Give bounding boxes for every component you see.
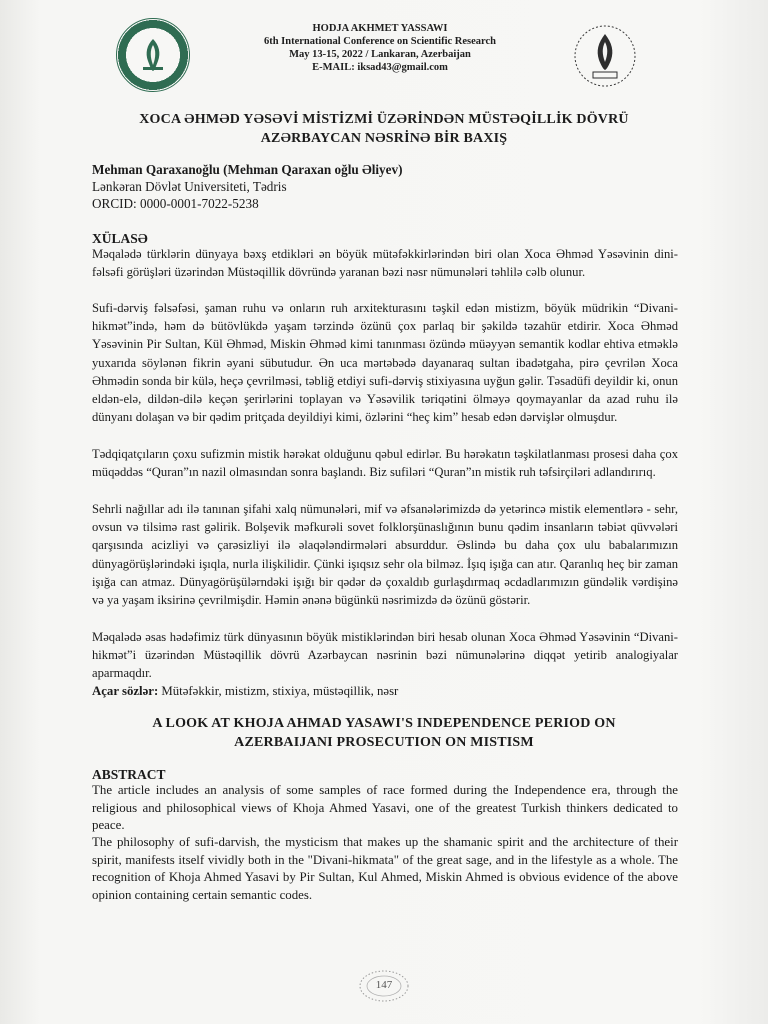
page-number-ornament: [356, 966, 412, 1006]
author-name: Mehman Qaraxanoğlu (Mehman Qaraxan oğlu Əliyev): [92, 162, 403, 177]
abstract-az-paragraph-5: Məqalədə əsas hədəfimiz türk dünyasının böyük mistiklərindən biri hesab olunan Xoca Əhməd Yəsəvinin “Divani-hikmət”i üzərindən Müstəqillik dövrü Azərbaycan nəsrinin bəzi nümunələrinə diqqət yetirib analogiyalar aparmaqdır.: [92, 630, 678, 681]
author-orcid: ORCID: 0000-0001-7022-5238: [92, 196, 259, 211]
abstract-az-paragraph-3: Tədqiqatçıların çoxu sufizmin mistik hərəkat olduğunu qəbul edirlər. Bu hərəkatın təşkilatlanması prosesi daha çox müqəddəs “Quran”ın nazil olmasından sonra başlandı. Biz sufiləri “Quran”ın mistik ruh təfsirçiləri adlandırırıq.: [92, 447, 678, 480]
keywords-label: Açar sözlər:: [92, 684, 159, 698]
lankaran-state-university-seal-icon: [567, 18, 643, 94]
conference-email: iksad43@gmail.com: [357, 62, 448, 73]
keywords-line: [92, 683, 398, 699]
conference-edition: 6th International Conference on Scientific Research: [263, 36, 497, 47]
abstract-az-paragraph-1: Məqalədə türklərin dünyaya bəxş etdikləri ən böyük mütəfəkkirlərindən biri olan Xoca Əhməd Yəsəvinin dini-fəlsəfi görüşləri üzərindən Müstəqillik dövründə yaranan bəzi nəsr nümunələri təhlilə cəlb olunur.: [92, 247, 678, 280]
abstract-en-paragraph-2: The philosophy of sufi-darvish, the mysticism that makes up the shamanic spirit and the architecture of their spirit, manifests itself vividly both in the "Divani-hikmata" of the great sage, and in the lifestyle as a whole. The recognition of Khoja Ahmed Yasavi by Pir Sultan, Kul Ahmed, Miskin Ahmed is obvious evidence of the above opinion containing certain semantic codes.: [92, 835, 678, 902]
conference-date-location: May 13-15, 2022 / Lankaran, Azerbaijan: [289, 49, 471, 60]
article-title-az-line1: XOCA ƏHMƏD YƏSƏVİ MİSTİZMİ ÜZƏRİNDƏN MÜSTƏQİLLİK DÖVRÜ: [139, 112, 629, 127]
abstract-az-heading: XÜLASƏ: [92, 231, 148, 246]
abstract-az-paragraph-2: Sufi-dərviş fəlsəfəsi, şaman ruhu və onların ruh arxitekturasını təşkil edən mistizm, böyük müdrikin “Divani-hikmət”ində, həm də bütövlükdə yaşam tərzində özünü çox parlaq bir şəkildə təzahür etdirir. Xoca Əhməd Yəsəvinin Pir Sultan, Kül Əhməd, Miskin Əhməd kimi tanınması özündə müəyyən semantik kodlar ehtiva etməklə yuxarıda söylənən fikrin əyani sübutudur. Ən uca mərtəbədə dayanaraq sultan ibadətgaha, pirə çevrilən Xoca Əhmədin sonda bir külə, heçə çevrilməsi, təbliğ etdiyi sufi-dərviş stixiyasına uyğun gəlir. Təsadüfi deyildir ki, onun eldən-elə, dildən-dilə keçən şerirlərini toplayan və Yəsəvilik təriqətini ölməyə qoymayanlar da azad ruhu ilə dünyanı dolaşan və bir qədim pritçada deyildiyi kimi, özlərini “heç kim” hesab edən dərvişlər olmuşdur.: [92, 301, 678, 425]
conference-name: HODJA AKHMET YASSAWI: [312, 23, 448, 34]
conference-emblem-icon: [116, 18, 190, 92]
article-title-az-line2: AZƏRBAYCAN NƏSRİNƏ BİR BAXIŞ: [260, 131, 508, 146]
abstract-az-paragraph-4: Sehrli nağıllar adı ilə tanınan şifahi xalq nümunələri, mif və əfsanələrimizdə də yetərincə mistik elementlərə - sehr, ovsun və tilsimə rast gəlirik. Bolşevik məfkurəli sovet folklorşünaslığının bunu qədim insanların təbiət qüvvələri qarşısında acizliyi və çarəsizliyi ilə əlaqələndirmələri absurddur. Əslində bu daha çox ulu babalarımızın dünyagörüşlərindəki işıqla, nurla ilişkilidir. Çünki işıqsız sehr ola bilməz. İşıq işığa can atır. Qaranlıq heç bir zaman işığa can atmaz. Dünyagörüşülərndəki işığı bir qədər də çoxaldıb gurlaşdırmaq əcdadlarımızın gündəlik vərdişinə və ya yaşam iksirinə çevrilmişdir. Həmin ənənə bügünkü nəsrimizdə də özünü göstərir.: [92, 502, 678, 608]
conference-email-line: [210, 61, 550, 74]
abstract-en-heading: ABSTRACT: [92, 767, 166, 782]
keywords-list: Mütəfəkkir, mistizm, stixiya, müstəqillik, nəsr: [158, 684, 399, 698]
abstract-en-paragraph-1: The article includes an analysis of some samples of race formed during the Independence era, through the religious and philosophical views of Khoja Ahmed Yasavi, one of the greatest Turkish thinkers dedicated to peace.: [92, 783, 678, 833]
article-title-en-line2: AZERBAIJANI PROSECUTION ON MISTISM: [234, 735, 534, 750]
email-label: E-MAIL:: [312, 62, 355, 73]
article-title-en-line1: A LOOK AT KHOJA AHMAD YASAWI'S INDEPENDENCE PERIOD ON: [152, 716, 616, 731]
page-number: 147: [375, 979, 393, 991]
author-affiliation: Lənkəran Dövlət Universiteti, Tədris: [92, 179, 287, 194]
